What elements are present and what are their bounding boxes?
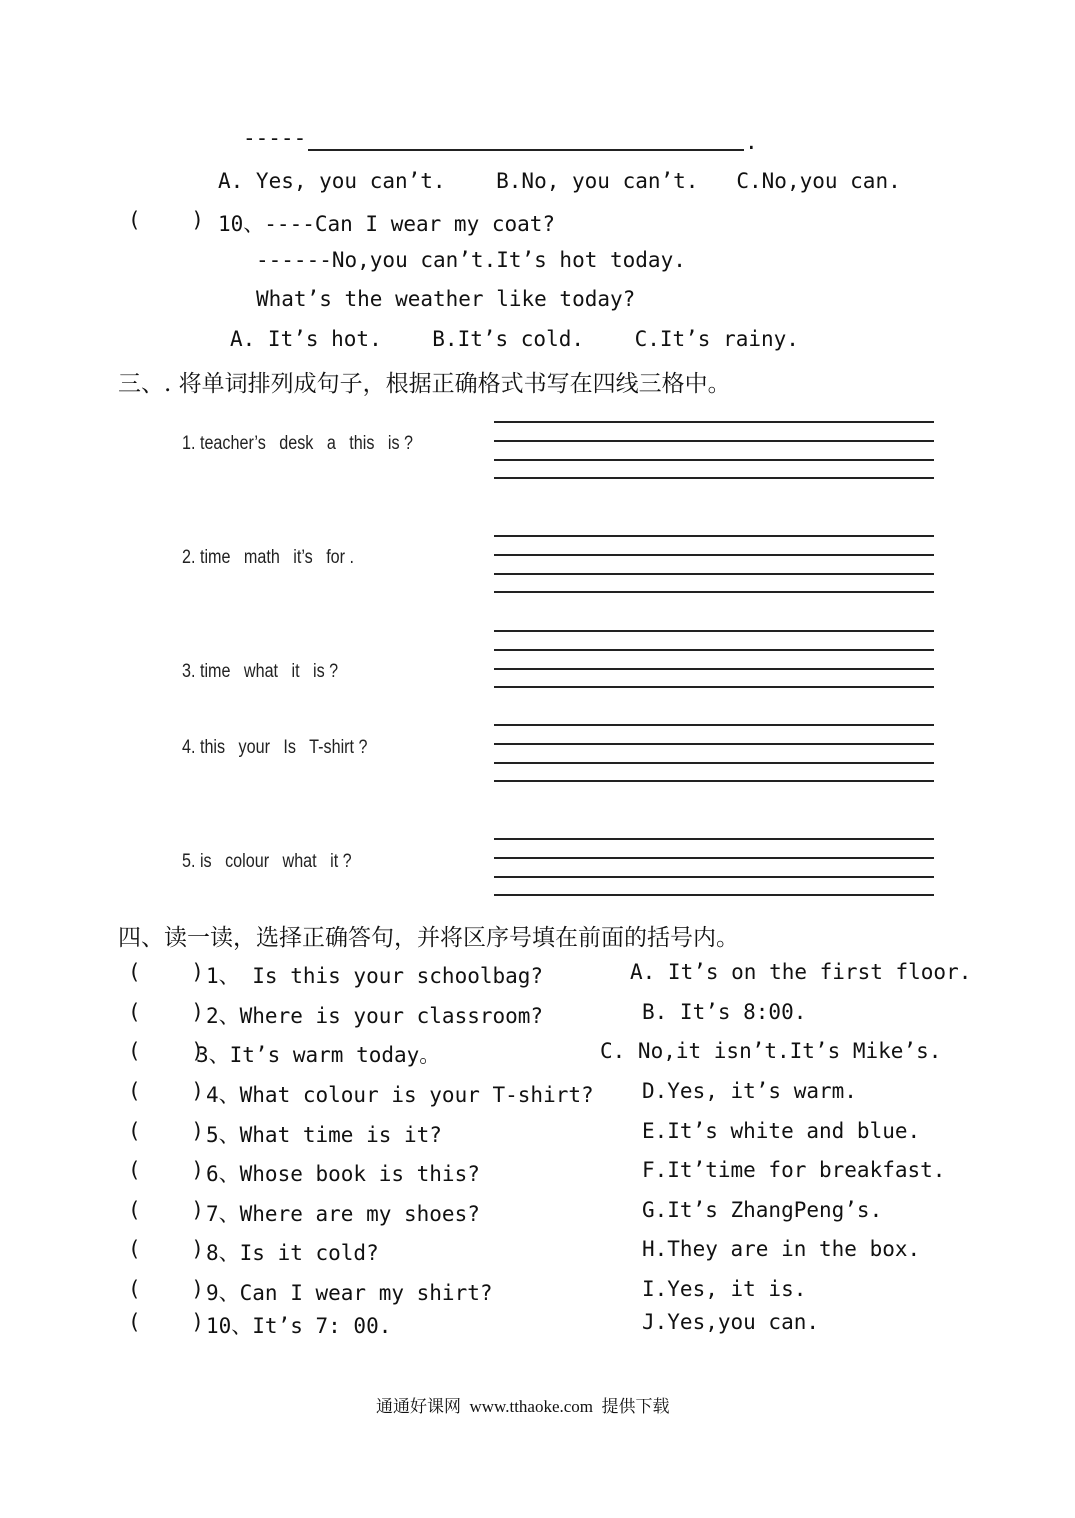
s3-item-1: 1. teacher’s desk a this is ? xyxy=(182,433,414,454)
s4-bracket-6[interactable]: ( ) xyxy=(128,1158,204,1182)
s4-question-9: 9、Can I wear my shirt? xyxy=(206,1281,493,1305)
s4-bracket-2[interactable]: ( ) xyxy=(128,1000,204,1024)
q10-bracket[interactable]: ( ) xyxy=(128,208,204,232)
s4-answer-g: G.It’s ZhangPeng’s. xyxy=(642,1198,883,1222)
s4-bracket-5[interactable]: ( ) xyxy=(128,1119,204,1143)
s4-answer-d: D.Yes, it’s warm. xyxy=(642,1079,857,1103)
footer-credit: 通通好课网 www.tthaoke.com 提供下载 xyxy=(376,1397,670,1416)
s4-bracket-3[interactable]: ( ) xyxy=(128,1039,204,1063)
answer-blank-period: . xyxy=(745,130,758,154)
s4-answer-i: I.Yes, it is. xyxy=(642,1277,807,1301)
answer-blank-line xyxy=(308,149,744,151)
s4-question-3: 3、It’s warm today。 xyxy=(196,1043,441,1067)
s4-question-2: 2、Where is your classroom? xyxy=(206,1004,544,1028)
s3-item-4: 4. this your Is T-shirt ? xyxy=(182,737,368,758)
writing-lines-5[interactable] xyxy=(494,838,934,902)
section3-heading: 三、. 将单词排列成句子，根据正确格式书写在四线三格中。 xyxy=(118,371,731,397)
s4-answer-b: B. It’s 8:00. xyxy=(642,1000,807,1024)
s4-question-6: 6、Whose book is this? xyxy=(206,1162,480,1186)
s3-item-2: 2. time math it’s for . xyxy=(182,547,355,568)
q9-options: A. Yes, you can’t. B.No, you can’t. C.No,you can. xyxy=(218,169,901,193)
section4-heading: 四、读一读，选择正确答句，并将区序号填在前面的括号内。 xyxy=(118,925,739,951)
q10-prompt: What’s the weather like today? xyxy=(256,287,636,311)
q10-question: 10、----Can I wear my coat? xyxy=(218,212,556,236)
s4-question-1: 1、 Is this your schoolbag? xyxy=(206,964,544,988)
q10-options: A. It’s hot. B.It’s cold. C.It’s rainy. xyxy=(230,327,799,351)
s4-bracket-7[interactable]: ( ) xyxy=(128,1198,204,1222)
s3-item-5: 5. is colour what it ? xyxy=(182,851,352,872)
writing-lines-3[interactable] xyxy=(494,630,934,694)
s4-question-5: 5、What time is it? xyxy=(206,1123,442,1147)
s4-question-10: 10、It’s 7: 00. xyxy=(206,1314,392,1338)
s4-answer-c: C. No,it isn’t.It’s Mike’s. xyxy=(600,1039,942,1063)
s4-question-8: 8、Is it cold? xyxy=(206,1241,379,1265)
s4-answer-j: J.Yes,you can. xyxy=(642,1310,820,1334)
dash-prefix: ----- xyxy=(243,126,307,150)
s4-bracket-8[interactable]: ( ) xyxy=(128,1237,204,1261)
s4-answer-h: H.They are in the box. xyxy=(642,1237,921,1261)
s3-item-3: 3. time what it is ? xyxy=(182,661,339,682)
s4-answer-a: A. It’s on the first floor. xyxy=(630,960,972,984)
s4-answer-e: E.It’s white and blue. xyxy=(642,1119,921,1143)
s4-bracket-1[interactable]: ( ) xyxy=(128,960,204,984)
s4-question-4: 4、What colour is your T-shirt? xyxy=(206,1083,594,1107)
s4-bracket-4[interactable]: ( ) xyxy=(128,1079,204,1103)
q10-reply: ------No,you can’t.It’s hot today. xyxy=(256,248,686,272)
writing-lines-4[interactable] xyxy=(494,724,934,788)
s4-bracket-10[interactable]: ( ) xyxy=(128,1310,204,1334)
s4-bracket-9[interactable]: ( ) xyxy=(128,1277,204,1301)
s4-question-7: 7、Where are my shoes? xyxy=(206,1202,480,1226)
writing-lines-1[interactable] xyxy=(494,421,934,485)
writing-lines-2[interactable] xyxy=(494,535,934,599)
s4-answer-f: F.It’time for breakfast. xyxy=(642,1158,946,1182)
